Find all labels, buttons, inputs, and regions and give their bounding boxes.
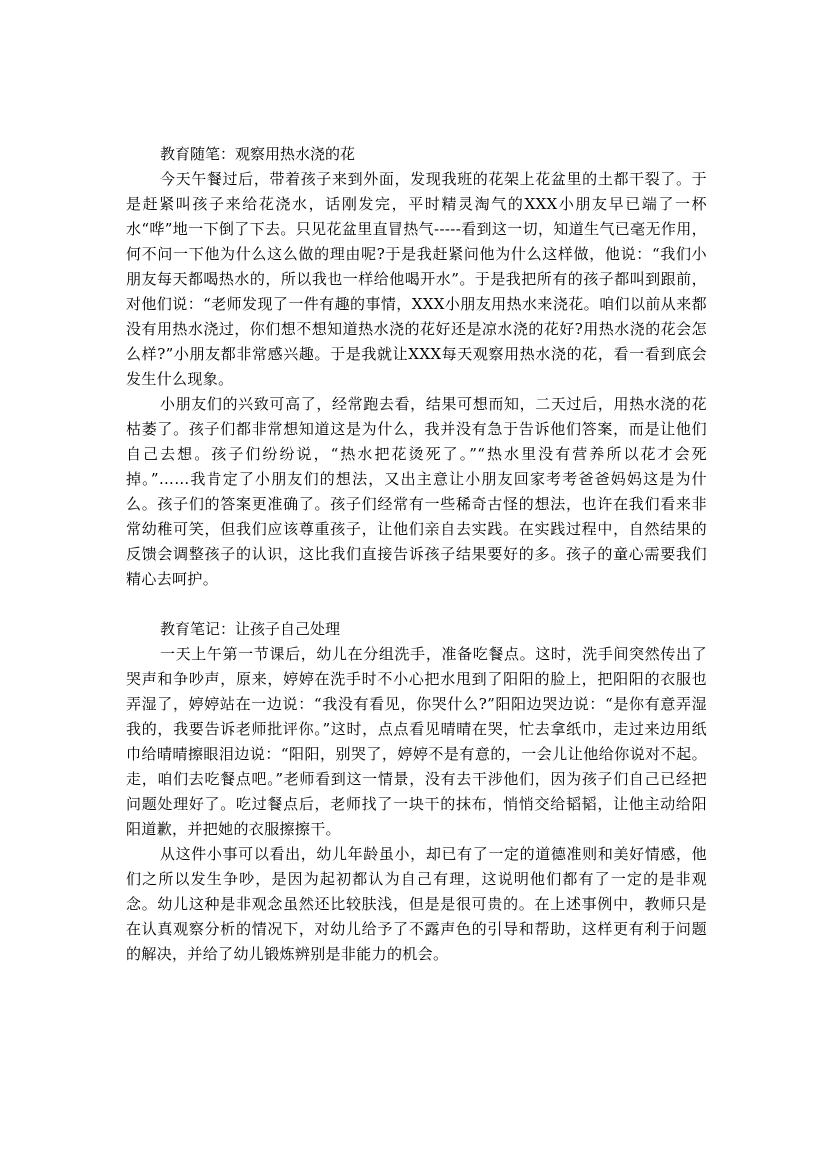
section-title: 教育笔记：让孩子自己处理	[160, 620, 341, 638]
section-title: 教育随笔：观察用热水浇的花	[160, 145, 356, 163]
essay-section-1	[126, 142, 707, 592]
essay-section-2	[126, 617, 707, 967]
body-paragraph: 从这件小事可以看出，幼儿年龄虽小，却已有了一定的道德准则和美好情感，他们之所以发生争吵，是因为起初都认为自己有理，这说明他们都有了一定的是非观念。幼儿这种是非观念虽然还比较肤浅，但是是很可贵的。在上述事例中，教师只是在认真观察分析的情况下，对幼儿给予了不露声色的引导和帮助，这样更有利于问题的解决，并给了幼儿锻炼辨别是非能力的机会。	[126, 845, 707, 963]
body-paragraph: 小朋友们的兴致可高了，经常跑去看，结果可想而知，二天过后，用热水浇的花枯萎了。孩子们都非常想知道这是为什么，我并没有急于告诉他们答案，而是让他们自己去想。孩子们纷纷说，“热水把花烫死了。”“热水里没有营养所以花才会死掉。”……我肯定了小朋友们的想法，又出主意让小朋友回家考考爸爸妈妈这是为什么。孩子们的答案更准确了。孩子们经常有一些稀奇古怪的想法，也许在我们看来非常幼稚可笑，但我们应该尊重孩子，让他们亲自去实践。在实践过程中，自然结果的反馈会调整孩子的认识，这比我们直接告诉孩子结果要好的多。孩子的童心需要我们精心去呵护。	[126, 395, 707, 588]
body-paragraph: 一天上午第一节课后，幼儿在分组洗手，准备吃餐点。这时，洗手间突然传出了哭声和争吵声，原来，婷婷在洗手时不小心把水甩到了阳阳的脸上，把阳阳的衣服也弄湿了，婷婷站在一边说：“我没有看见，你哭什么?”阳阳边哭边说：“是你有意弄湿我的，我要告诉老师批评你。”这时，点点看见晴晴在哭，忙去拿纸巾，走过来边用纸巾给晴晴擦眼泪边说：“阳阳，别哭了，婷婷不是有意的，一会儿让他给你说对不起。走，咱们去吃餐点吧。”老师看到这一情景，没有去干涉他们，因为孩子们自己已经把问题处理好了。吃过餐点后，老师找了一块干的抹布，悄悄交给韬韬，让他主动给阳阳道歉，并把她的衣服擦擦干。	[126, 645, 707, 838]
body-paragraph: 今天午餐过后，带着孩子来到外面，发现我班的花架上花盆里的土都干裂了。于是赶紧叫孩子来给花浇水，话刚发完，平时精灵淘气的XXX小朋友早已端了一杯水“哗”地一下倒了下去。只见花盆里直冒热气-----看到这一切，知道生气已毫无作用，何不问一下他为什么这么做的理由呢?于是我赶紧问他为什么这样做，他说：“我们小朋友每天都喝热水的，所以我也一样给他喝开水”。于是我把所有的孩子都叫到跟前，对他们说：“老师发现了一件有趣的事情，XXX小朋友用热水来浇花。咱们以前从来都没有用热水浇过，你们想不想知道热水浇的花好还是凉水浇的花好?用热水浇的花会怎么样?”小朋友都非常感兴趣。于是我就让XXX每天观察用热水浇的花，看一看到底会发生什么现象。	[126, 170, 707, 388]
